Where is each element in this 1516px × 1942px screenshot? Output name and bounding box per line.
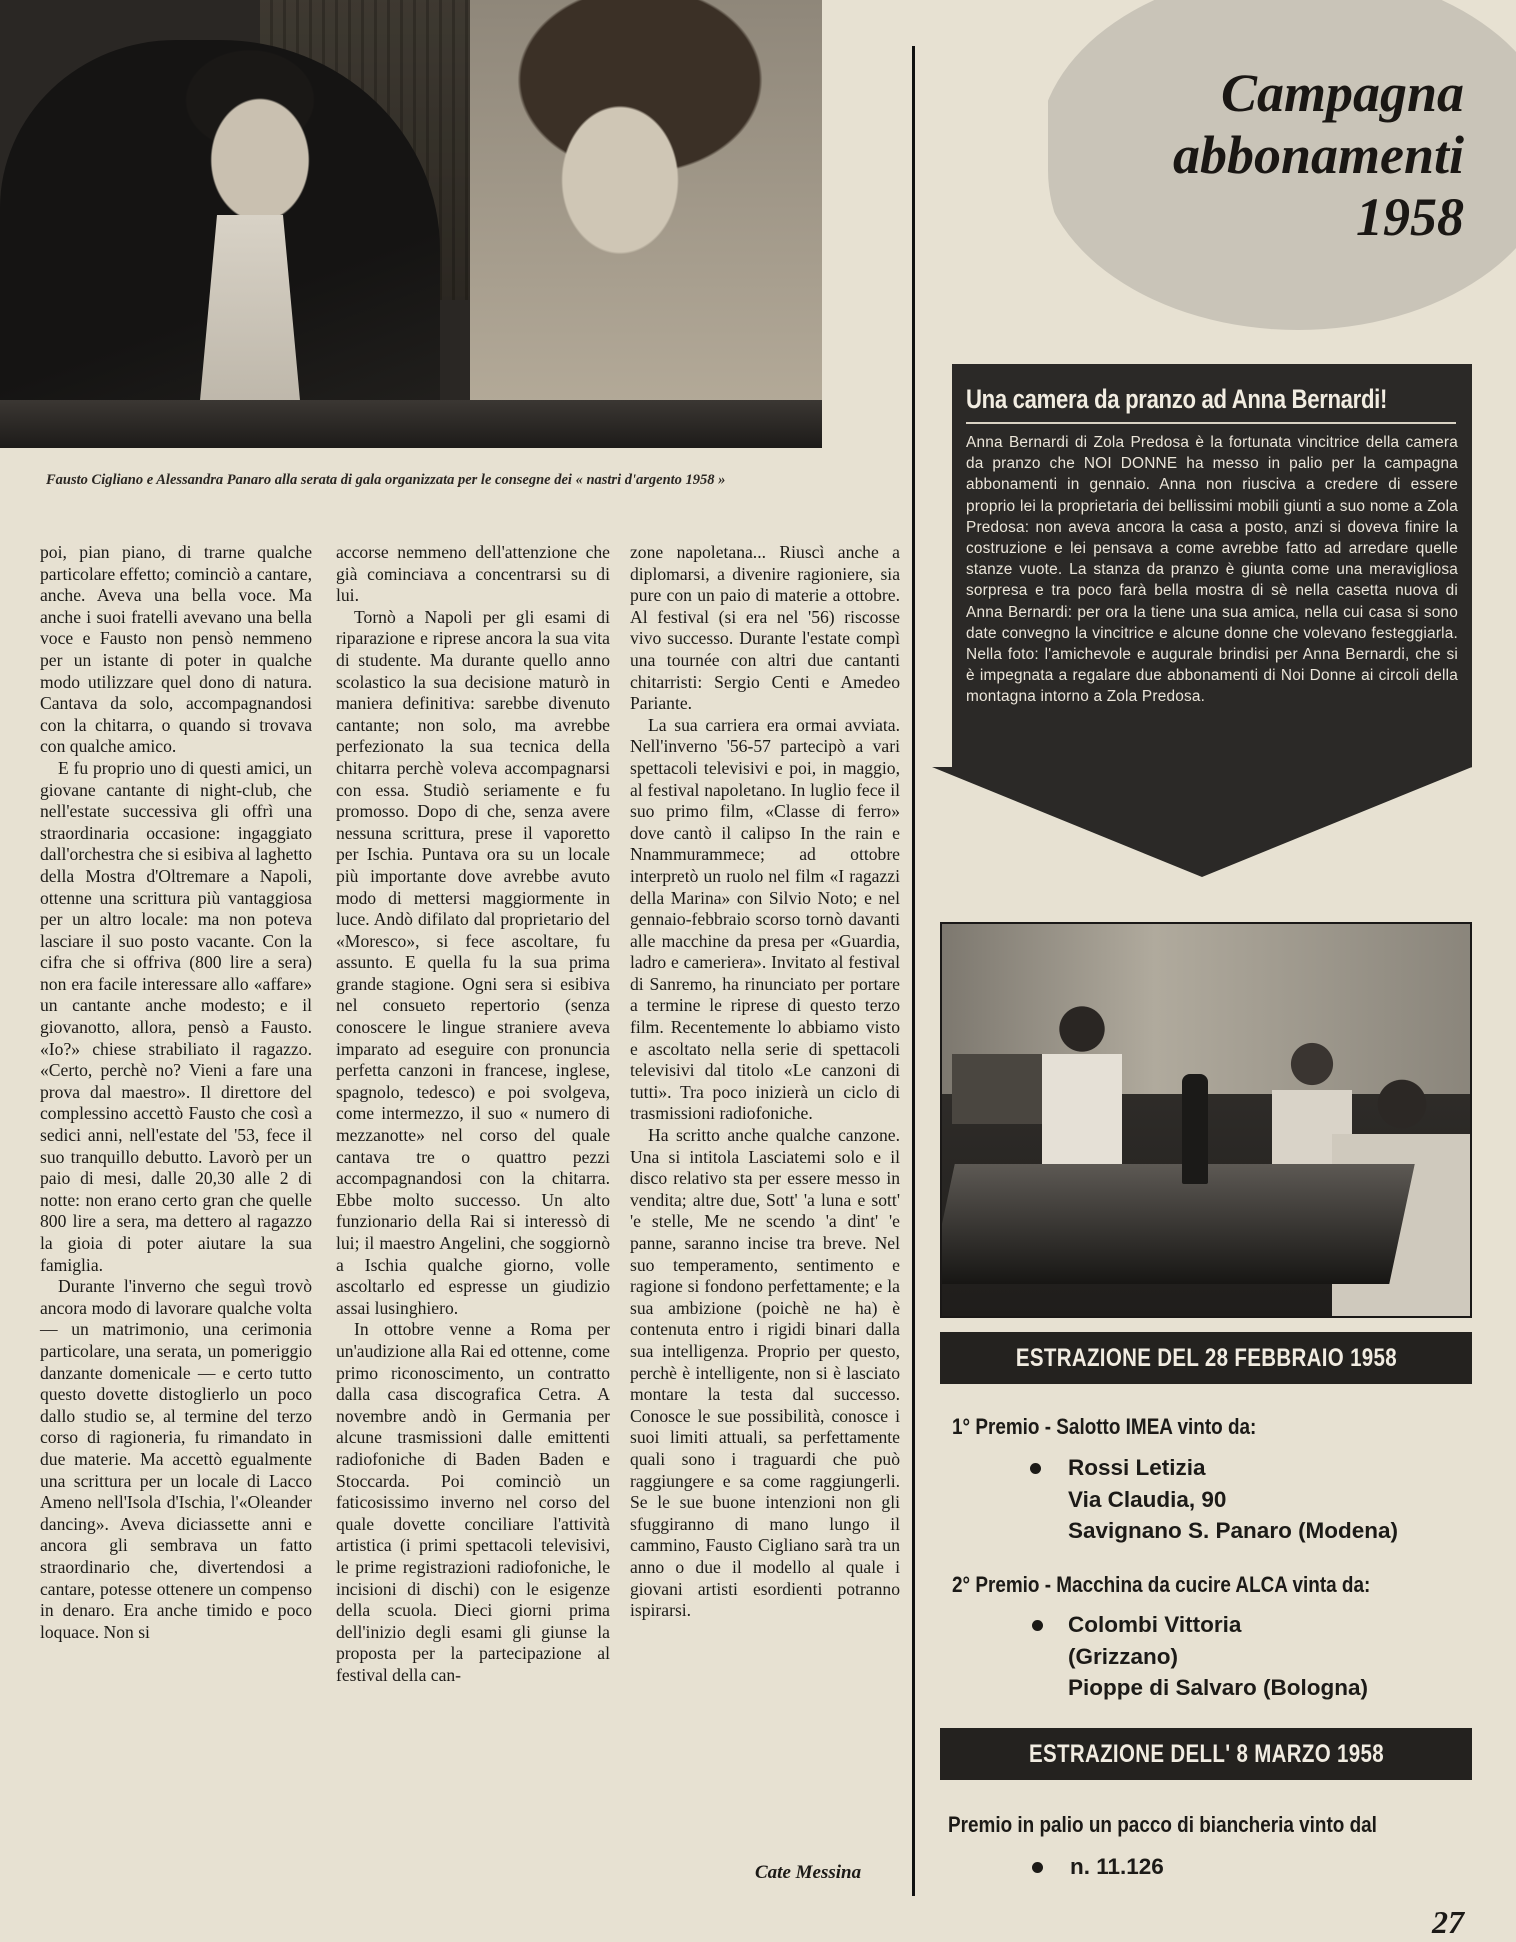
prize-1-winner-name: Rossi Letizia [1068,1455,1206,1480]
column-divider [912,46,915,1896]
article-paragraph: accorse nemmeno dell'attenzione che già cominciava a concentrarsi su di lui. [336,542,610,606]
campaign-title-line: 1958 [1356,187,1464,247]
article-column-1 [40,542,312,1643]
prize-1-address-line: Savignano S. Panaro (Modena) [1068,1518,1399,1543]
article-column-3 [630,542,900,1622]
prize-title: Premio in palio un pacco di biancheria vinto dal [948,1812,1377,1837]
campaign-title-line: Campagna [1220,63,1464,123]
prize-1-address-line: Via Claudia, 90 [1068,1487,1227,1512]
bullet-icon [1032,1862,1043,1873]
prize-winning-number: n. 11.126 [1070,1854,1164,1879]
draw-header-bar [940,1332,1472,1384]
notice-title: Una camera da pranzo ad Anna Bernardi! [966,384,1388,414]
photo-toast-celebration [940,922,1472,1318]
article-signature: Cate Messina [755,1862,862,1883]
bullet-icon [1032,1620,1043,1631]
article-paragraph: Durante l'inverno che seguì trovò ancora modo di lavorare qualche volta — un matrimonio, una cerimonia particolare, una serata, un pomeriggio danzante domenicale — e certo tutto questo dovette distoglierlo un poco dallo studio se, al termine del terzo corso di ragioneria, fu rimandato in due materie. Ma accettò egualmente una scrittura per un locale di Lacco Ameno nell'Isola d'Ischia, l'«Oleander dancing». Aveva diciassette anni e ancora gli sembrava un fatto straordinario che, divertendosi a cantare, potesse ottenere un compenso in denaro. Era anche timido e poco loquace. Non si [40,1276,312,1642]
photo-gala-evening [0,0,822,448]
prize-2-address-line: (Grizzano) [1068,1644,1178,1669]
bullet-icon [1030,1463,1041,1474]
article-column-2 [336,542,610,1686]
notice-arrow-shape [932,767,1472,877]
article-paragraph: zone napoletana... Riuscì anche a diplomarsi, a divenire ragioniere, sia pure con un paio di materie a ottobre. Al festival (si era nel '56) riscosse vivo successo. Durante l'estate compì una tournée con altri due cantanti chitarristi: Sergio Centi e Amedeo Pariante. [630,542,900,714]
article-paragraph: Ha scritto anche qualche canzone. Una si intitola Lasciatemi solo e il disco relativo sta per essere messo in vendita; altre due, Sott' 'a luna e sott' 'e stelle, Me ne scendo 'a dint' 'e panne, saranno incise tra breve. Nel suo temperamento, sentimento e ragione si fondono perfettamente; e la sua ambizione (poichè ne ha) è contenuta entro i rigidi binari dalla sua intelligenza. Proprio per questo, perchè è intelligente, non si è lasciato montare la testa dal successo. Conosce le sue possibilità, conosce i suoi limiti attuali, sa perfettamente quali sono i traguardi che può raggiungere e sa come raggiungerli. Se le sue buone intenzioni non gli sfuggiranno di mano lungo il cammino, Fausto Cigliano sarà tra un anno o due il modello al quale i giovani artisti esordienti potranno ispirarsi. [630,1125,900,1621]
draw-header-bar [940,1728,1472,1780]
campaign-title-line: abbonamenti [1172,125,1464,185]
article-paragraph: Tornò a Napoli per gli esami di riparazione e riprese ancora la sua vita di studente. Ma durante quello anno scolastico la sua decisione maturò in maniera definitiva: sarebbe divenuto cantante; non solo, ma avrebbe perfezionato la sua tecnica della chitarra perchè voleva accompagnarsi con essa. Studiò seriamente e fu promosso. Dopo di che, senza avere nessuna scrittura, prese il vaporetto per Ischia. Puntava ora su un locale più importante dove avrebbe avuto modo di mettersi maggiormente in luce. Andò difilato dal proprietario del «Moresco», si fece ascoltare, fu assunto. E quella fu la sua prima grande stagione. Ogni sera si esibiva nel consueto repertorio (senza conoscere le lingue straniere aveva imparato ad eseguire con pronuncia perfetta canzoni in francese, inglese, spagnolo, tedesco) e poi svolgeva, come intermezzo, il suo « numero di mezzanotte» nel corso del quale cantava tre o quattro pezzi accompagnandosi con la chitarra. Ebbe molto successo. Un alto funzionario della Rai si interessò di lui; il maestro Angelini, che soggiornò a Ischia qualche giorno, volle ascoltarlo ed espresse un giudizio assai lusinghiero. [336,606,610,1318]
draw-header-text: ESTRAZIONE DEL 28 FEBBRAIO 1958 [1015,1344,1397,1372]
article-paragraph: La sua carriera era ormai avviata. Nell'inverno '56-57 partecipò a vari spettacoli televisivi e poi, in maggio, al festival napoletano. In luglio fece il suo primo film, «Classe di ferro» dove cantò il calipso In the rain e Nnammurammece; ad ottobre interpretò un ruolo nel film «I ragazzi della Marina» con Silvio Noto; e nel gennaio-febbraio scorso tornò davanti alle macchine da presa per «Guardia, ladro e cameriera». Invitato al festival di Sanremo, ha rinunciato per portare a termine le riprese di questo terzo film. Recentemente lo abbiamo visto e ascoltato nella serie di spettacoli televisivi dal titolo «Le canzoni di tutti». Tra poco inizierà un ciclo di trasmissioni radiofoniche. [630,714,900,1124]
notice-divider [966,422,1456,424]
photo-table [0,400,822,448]
draw-header-text: ESTRAZIONE DELL' 8 MARZO 1958 [1028,1740,1384,1768]
prize-2-title: 2° Premio - Macchina da cucire ALCA vinta da: [952,1572,1371,1597]
prize-2-address-line: Pioppe di Salvaro (Bologna) [1068,1675,1369,1700]
campaign-title [1044,62,1464,248]
photo-caption: Fausto Cigliano e Alessandra Panaro alla serata di gala organizzata per le consegne dei « nastri d'argento 1958 » [46,472,726,488]
page-number: 27 [1432,1904,1464,1940]
prize-1-title: 1° Premio - Salotto IMEA vinto da: [952,1414,1257,1439]
article-paragraph: In ottobre venne a Roma per un'audizione alla Rai ed ottenne, come primo riconoscimento, un contratto dalla casa discografica Cetra. A novembre andò in Germania per alcune trasmissioni dalle emittenti radiofoniche di Baden Baden e Stoccarda. Poi cominciò un faticosissimo inverno nel corso del quale dovette conciliare l'attività artistica (i primi spettacoli televisivi, le prime registrazioni radiofoniche, le incisioni di dischi) con le esigenze della scuola. Dieci giorni prima dell'inizio degli esami gli giunse la proposta per la partecipazione al festival della can- [336,1319,610,1685]
photo-woman-figure [470,0,822,448]
notice-body: Anna Bernardi di Zola Predosa è la fortunata vincitrice della camera da pranzo che NOI DONNE ha messo in palio per la campagna abbonamenti in gennaio. Anna non riusciva a credere di essere proprio lei la proprietaria dei bellissimi mobili giunti a suo nome a Zola Predosa: non aveva ancora la casa a posto, anzi si doveva finire la costruzione e lei pensava a come avrebbe fatto ad arredare quelle stanze vuote. La stanza da pranzo è giunta come una meravigliosa sorpresa e tra poco farà bella mostra di sè nella casetta nuova di Anna Bernardi: per ora la tiene una sua amica, nella cui casa si sono date convegno la vincitrice e alcune donne che volevano festeggiarla. Nella foto: l'amichevole e augurale brindisi per Anna Bernardi, che si è impegnata a regalare due abbonamenti di Noi Donne ai circoli della montagna intorno a Zola Predosa. [966,434,1458,706]
article-paragraph: E fu proprio uno di questi amici, un giovane cantante di night-club, che nell'estate successiva gli offrì una straordinaria occasione: ingaggiato dall'orchestra che si esibiva al laghetto della Mostra d'Oltremare a Napoli, ottenne una scrittura più vantaggiosa per un altro locale: ma non poteva lasciare il suo posto vacante. Con la cifra che si offriva (800 lire a sera) non era facile interessare allo «affare» un cantante anche modesto; e il giovanotto, allora, pensò a Fausto. «Io?» chiese strabiliato il ragazzo. «Certo, perchè no? Vieni a fare una prova dal maestro». Il direttore del complessino accettò Fausto che così a sedici anni, nell'estate del '53, fece il suo tranquillo debutto. Lavorò per un paio di mesi, dalle 20,30 alle 2 di notte: non erano certo gran che quelle 800 lire a sera, ma dettero al ragazzo la gioia di poter aiutare la sua famiglia. [40,757,312,1275]
photo-dining-table [940,1164,1415,1284]
photo-bottle [1182,1074,1208,1184]
prize-2-winner-name: Colombi Vittoria [1068,1612,1242,1637]
article-paragraph: poi, pian piano, di trarne qualche particolare effetto; cominciò a cantare, anche. Aveva una bella voce. Ma anche i suoi fratelli avevano una bella voce e Fausto non pensò nemmeno per un istante di poter in qualche modo utilizzare quel dono di natura. Cantava da solo, accompagnandosi con la chitarra, o quando si trovava con qualche amico. [40,542,312,757]
